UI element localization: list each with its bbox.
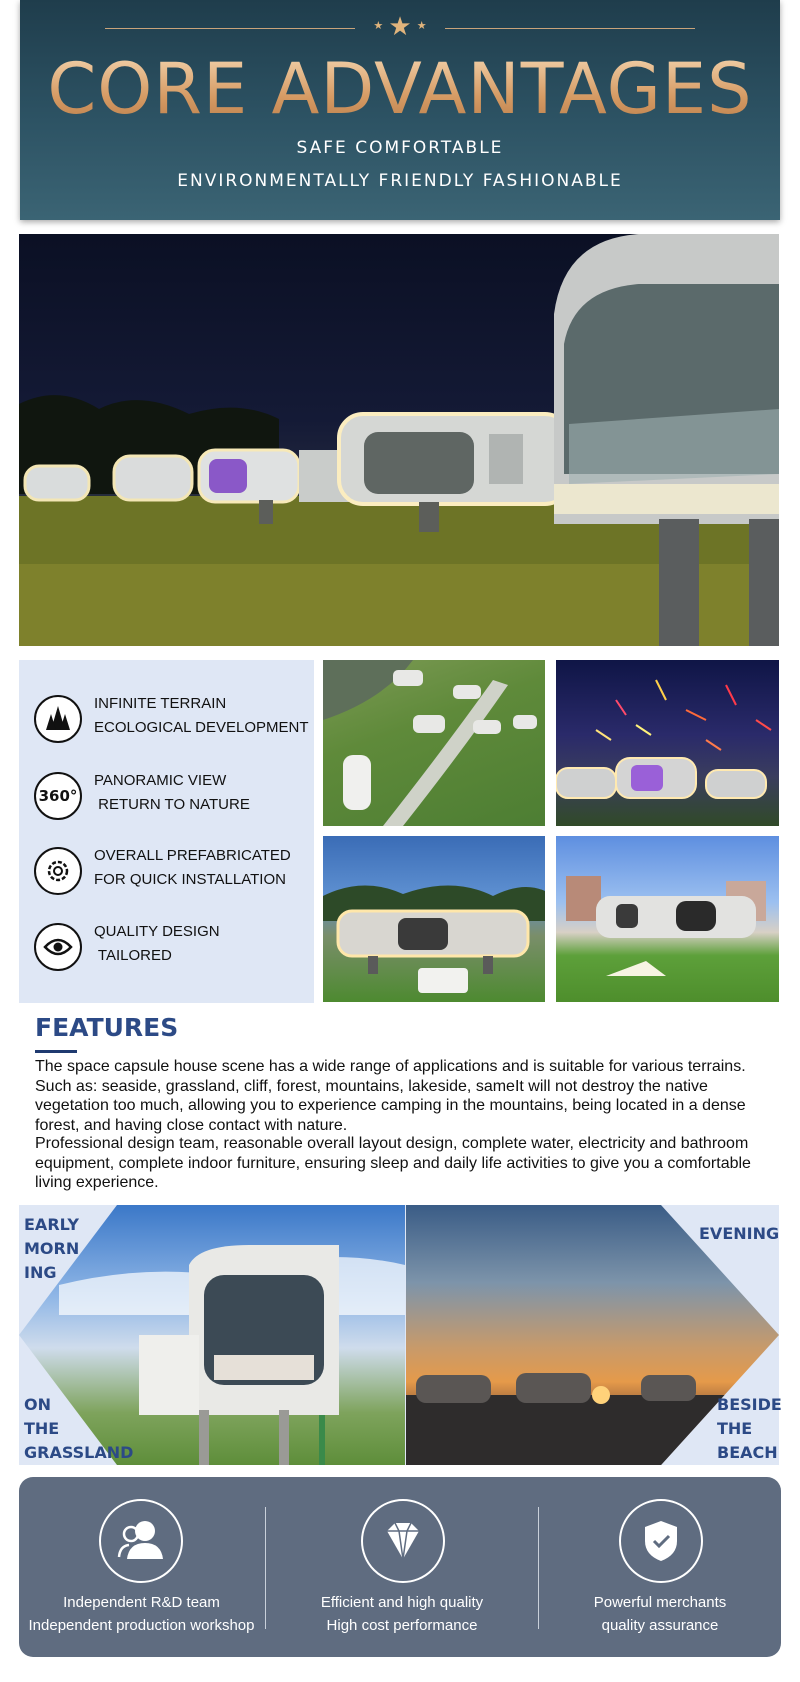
hero-night-capsule-photo xyxy=(19,234,779,646)
360-view-icon xyxy=(34,772,82,820)
forest-icon xyxy=(34,695,82,743)
guarantee-text-quality xyxy=(266,1591,538,1637)
guarantee-line-1: Efficient and high quality xyxy=(320,1594,484,1611)
shield-check-icon xyxy=(619,1499,703,1583)
features-title: FEATURES xyxy=(35,1013,179,1042)
advantage-item-prefabricated xyxy=(34,842,314,902)
advantage-text-prefabricated xyxy=(94,844,291,892)
guarantee-line-1: Independent R&D team xyxy=(63,1594,220,1611)
banner-title: CORE ADVANTAGES xyxy=(20,48,780,130)
hero-scene-illustration xyxy=(19,234,779,646)
scene-label-line: ING xyxy=(24,1263,57,1282)
banner-subtitle-2: ENVIRONMENTALLY FRIENDLY FASHIONABLE xyxy=(177,171,623,191)
guarantee-line-2: Independent production workshop xyxy=(28,1617,255,1634)
scene-label-line: THE xyxy=(717,1419,753,1438)
advantage-line-1: QUALITY DESIGN xyxy=(94,923,220,940)
advantage-item-panoramic xyxy=(34,767,314,827)
guarantee-item-team xyxy=(19,1477,264,1657)
fireworks-night-photo xyxy=(556,660,779,826)
diamond-icon xyxy=(361,1499,445,1583)
scene-label-beach xyxy=(717,1393,782,1465)
gear-icon xyxy=(34,847,82,895)
advantage-text-terrain xyxy=(94,692,309,740)
star-decoration-icon: ★ ★ ★ xyxy=(373,12,427,42)
advantage-text-panoramic xyxy=(94,769,250,817)
banner-left-rule xyxy=(105,28,355,29)
advantage-line-1: OVERALL PREFABRICATED xyxy=(94,847,291,864)
capsule-with-hot-tub-photo xyxy=(323,836,545,1002)
features-underline xyxy=(35,1050,77,1053)
360-label: 360° xyxy=(38,787,78,805)
advantage-line-1: INFINITE TERRAIN xyxy=(94,695,227,712)
advantage-line-2: TAILORED xyxy=(94,947,172,964)
core-advantages-banner xyxy=(20,0,780,220)
guarantee-bar xyxy=(19,1477,781,1657)
scene-label-grassland xyxy=(24,1393,133,1465)
aerial-campsite-photo xyxy=(323,660,545,826)
scene-label-line: ON xyxy=(24,1395,51,1414)
scene-label-line: BEACH xyxy=(717,1443,778,1462)
scene-label-line: MORN xyxy=(24,1239,80,1258)
advantage-text-design xyxy=(94,920,220,968)
scene-label-evening: EVENING xyxy=(699,1224,780,1243)
guarantee-line-2: quality assurance xyxy=(601,1617,719,1634)
scene-label-line: THE xyxy=(24,1419,60,1438)
guarantee-text-assurance xyxy=(539,1591,781,1637)
guarantee-item-quality xyxy=(266,1477,538,1657)
scene-label-line: GRASSLAND xyxy=(24,1443,134,1462)
features-paragraph-1: The space capsule house scene has a wide range of applications and is suitable for various terrains. Such as: seaside, grassland, cliff, forest, mountains, lakeside, sameIt will not destroy the native vegetation too much, allowing you to experience camping in the mountains, being located in a dense forest, and having close contact with nature. xyxy=(35,1058,746,1134)
scene-panel xyxy=(19,1205,782,1465)
scene-label-early-morning xyxy=(24,1213,79,1285)
scene-label-line: EARLY xyxy=(24,1215,79,1234)
guarantee-line-2: High cost performance xyxy=(326,1617,478,1634)
banner-right-rule xyxy=(445,28,695,29)
advantage-line-2: ECOLOGICAL DEVELOPMENT xyxy=(94,719,309,736)
advantage-item-terrain xyxy=(34,690,314,750)
guarantee-line-1: Powerful merchants xyxy=(593,1594,727,1611)
advantage-line-1: PANORAMIC VIEW xyxy=(94,772,227,789)
eye-icon xyxy=(34,923,82,971)
guarantee-item-assurance xyxy=(539,1477,781,1657)
banner-subtitle-1: SAFE COMFORTABLE xyxy=(296,138,504,158)
advantage-line-2: FOR QUICK INSTALLATION xyxy=(94,871,286,888)
capsule-grassland-day-photo xyxy=(556,836,779,1002)
advantage-item-design xyxy=(34,918,314,978)
scene-label-line: BESIDE xyxy=(717,1395,782,1414)
advantages-panel xyxy=(19,660,314,1003)
features-paragraph-2: Professional design team, reasonable overall layout design, complete water, electricity and bathroom equipment, complete indoor furniture, ensuring sleep and daily life activities to give you a comfortable living experience. xyxy=(35,1135,751,1191)
team-icon xyxy=(99,1499,183,1583)
advantage-line-2: RETURN TO NATURE xyxy=(94,796,250,813)
guarantee-text-team xyxy=(19,1591,264,1637)
